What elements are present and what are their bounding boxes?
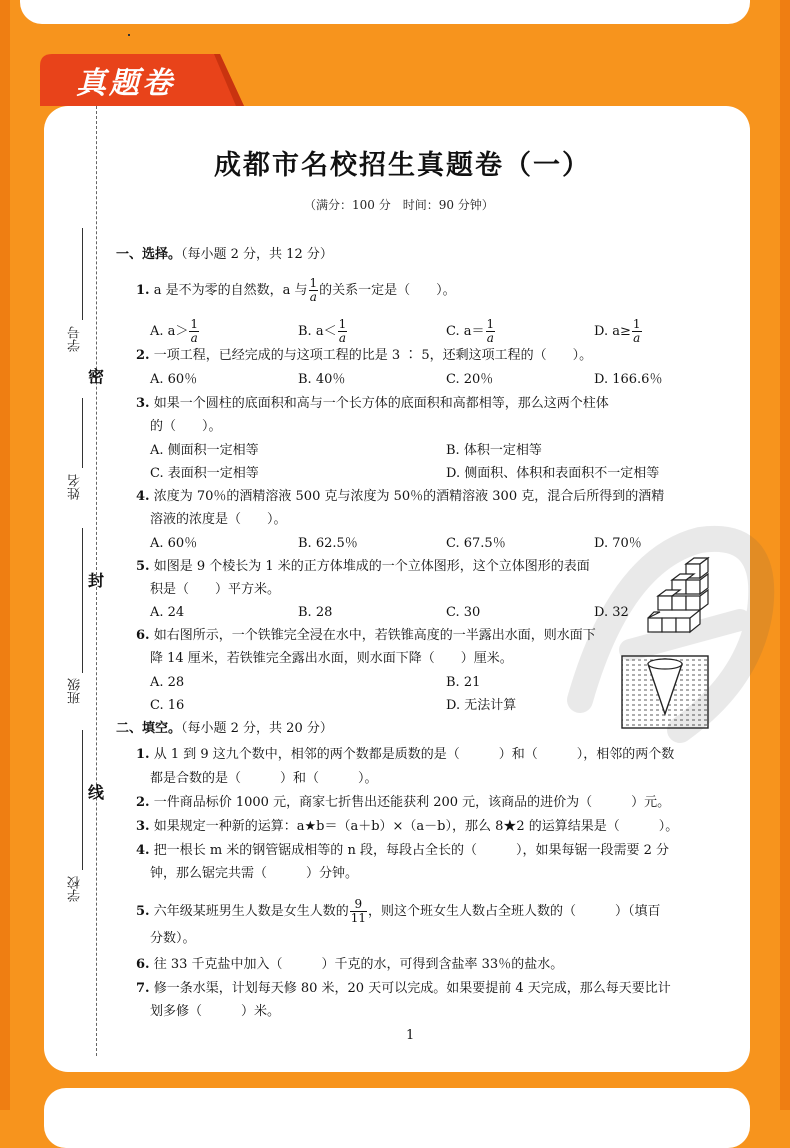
option-d: D. 无法计算 — [446, 698, 517, 713]
cone-in-water-figure — [620, 652, 710, 730]
option-a: A. 24 — [150, 605, 185, 620]
question-text-cont: 分数）。 — [150, 931, 196, 946]
class-label: 班级 — [68, 678, 83, 704]
option-b: B. 28 — [298, 605, 333, 620]
option-b: B. 40％ — [298, 372, 346, 387]
option-a: A. a＞ $\frac{1}{a}$ — [150, 317, 199, 345]
question-1-3: 3. 如果一个圆柱的底面积和高与一个长方体的底面积和高都相等，那么这两个柱体 — [136, 396, 609, 411]
option-d: D. a≥ $\frac{1}{a}$ — [594, 317, 641, 345]
question-text-cont: 的（ ）。 — [150, 419, 222, 434]
question-2-5: 5. 六年级某班男生人数是女生人数的 $\frac{9}{11}$ ，则这个班女生人数占全班人数的（ ）（填百 — [136, 897, 661, 925]
question-2-4: 4. 把一根长 m 米的钢管锯成相等的 n 段，每段占全长的（ ），如果每锯一段需要 2 分 — [136, 843, 669, 858]
option-b: B. 体积一定相等 — [446, 443, 542, 458]
seal-xian: 线 — [88, 783, 105, 802]
question-2-3: 3. 如果规定一种新的运算：a★b＝（a＋b）×（a－b），那么 8★2 的运算结果是（ ）。 — [136, 819, 679, 834]
previous-card — [20, 0, 750, 24]
student-number-label: 学号 — [68, 326, 83, 352]
option-b: B. a＜ $\frac{1}{a}$ — [298, 317, 347, 345]
option-c: C. 16 — [150, 698, 185, 713]
page-edge-left — [0, 0, 10, 1110]
question-1-2: 2. 一项工程，已经完成的与这项工程的比是 3 ∶ 5，还剩这项工程的（ ）。 — [136, 348, 593, 363]
section-1-header — [116, 247, 333, 263]
section-2-header — [116, 721, 333, 737]
option-a: A. 28 — [150, 675, 185, 690]
page-number: 1 — [406, 1028, 415, 1043]
question-1-4: 4. 浓度为 70％的酒精溶液 500 克与浓度为 50％的酒精溶液 300 克，混合后所得到的酒精 — [136, 489, 665, 504]
question-2-1: 1. 从 1 到 9 这九个数中，相邻的两个数都是质数的是（ ）和（ ），相邻的两个数 — [136, 747, 675, 762]
cube-stack-figure — [646, 556, 710, 638]
option-d: D. 70％ — [594, 536, 642, 551]
seal-mi: 密 — [88, 367, 105, 386]
section-2-heading: 二、填空。 — [116, 721, 182, 736]
fraction: $\frac{9}{11}$ — [350, 897, 367, 925]
option-c: C. a＝ $\frac{1}{a}$ — [446, 317, 495, 345]
option-b: B. 21 — [446, 675, 481, 690]
dot-mark — [128, 34, 130, 36]
question-text-cont: 降 14 厘米，若铁锥完全露出水面，则水面下降（ ）厘米。 — [150, 651, 513, 666]
name-label: 姓名 — [68, 474, 83, 500]
binding-underline-3 — [82, 528, 83, 673]
question-text-cont: 钟，那么锯完共需（ ）分钟。 — [150, 866, 359, 881]
option-c: C. 20％ — [446, 372, 494, 387]
option-c: C. 表面积一定相等 — [150, 466, 259, 481]
option-a: A. 60％ — [150, 536, 198, 551]
question-2-7: 7. 修一条水渠，计划每天修 80 米，20 天可以完成。如果要提前 4 天完成，那么每天要比计 — [136, 981, 671, 996]
question-text-cont: 积是（ ）平方米。 — [150, 582, 281, 597]
binding-underline-4 — [82, 730, 83, 870]
option-a: A. 侧面积一定相等 — [150, 443, 259, 458]
option-d: D. 侧面积、体积和表面积不一定相等 — [446, 466, 660, 481]
option-d: D. 166.6％ — [594, 372, 663, 387]
banner-label: 真题卷 — [76, 66, 175, 101]
option-b: B. 62.5％ — [298, 536, 358, 551]
next-card — [44, 1088, 750, 1148]
seal-feng: 封 — [88, 571, 105, 590]
question-1-1 — [136, 277, 456, 304]
question-text: 的关系一定是（ ）。 — [319, 283, 456, 298]
question-text: a 是不为零的自然数，a 与 — [153, 283, 308, 298]
question-text-cont: 都是合数的是（ ）和（ ）。 — [150, 771, 378, 786]
fraction: $\frac{1}{a}$ — [309, 276, 318, 304]
option-c: C. 67.5％ — [446, 536, 506, 551]
question-2-6: 6. 往 33 千克盐中加入（ ）千克的水，可得到含盐率 33％的盐水。 — [136, 957, 564, 972]
section-2-note: （每小题 2 分，共 20 分） — [181, 721, 333, 736]
option-d: D. 32 — [594, 605, 629, 620]
question-number: 1. — [136, 283, 150, 298]
question-1-5: 5. 如图是 9 个棱长为 1 米的正方体堆成的一个立体图形，这个立体图形的表面 — [136, 559, 590, 574]
binding-underline-2 — [82, 398, 83, 468]
option-c: C. 30 — [446, 605, 481, 620]
section-1-note: （每小题 2 分，共 12 分） — [181, 247, 333, 262]
question-text-cont: 划多修（ ）米。 — [150, 1004, 281, 1019]
question-1-6: 6. 如右图所示，一个铁锥完全浸在水中，若铁锥高度的一半露出水面，则水面下 — [136, 628, 596, 643]
exam-subtitle: （满分：100 分 时间：90 分钟） — [304, 198, 494, 212]
section-1-heading: 一、选择。 — [116, 247, 182, 262]
binding-underline-1 — [82, 228, 83, 320]
question-text-cont: 溶液的浓度是（ ）。 — [150, 512, 287, 527]
exam-title: 成都市名校招生真题卷（一） — [214, 150, 591, 181]
school-label: 学校 — [68, 876, 83, 902]
option-a: A. 60％ — [150, 372, 198, 387]
question-2-2: 2. 一件商品标价 1000 元，商家七折售出还能获利 200 元，该商品的进价为（ ）元。 — [136, 795, 671, 810]
